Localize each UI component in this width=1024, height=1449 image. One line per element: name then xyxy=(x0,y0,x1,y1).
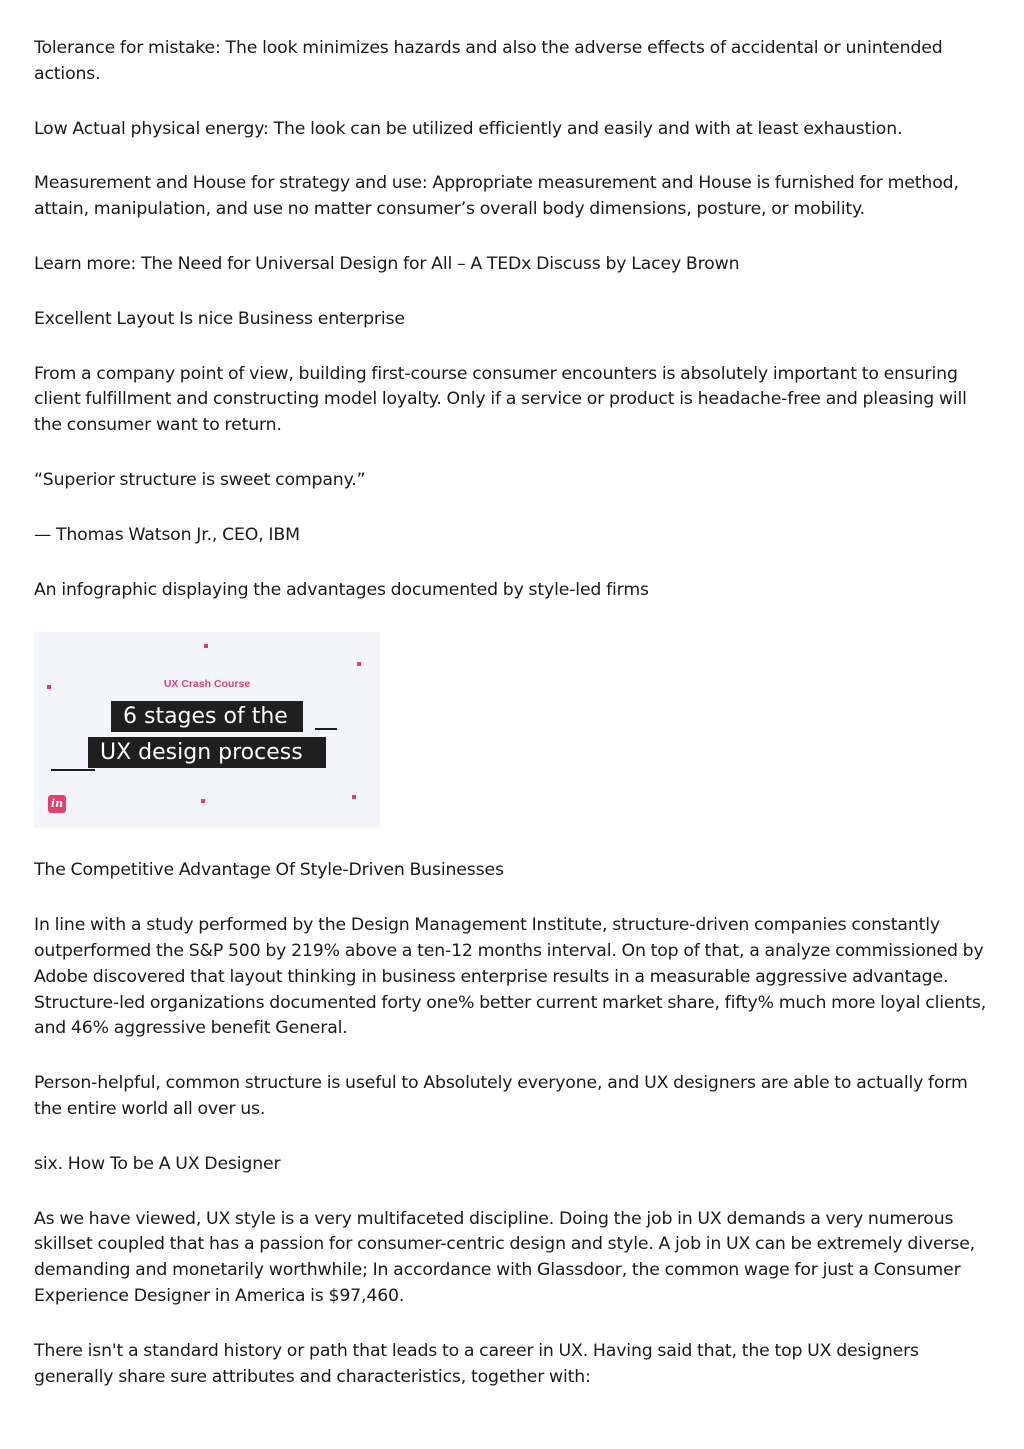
paragraph-company-point-of-view: From a company point of view, building first-course consumer encounters is absolutely important to ensuring client fulfillment and constructing model loyalty. Only if a service or product is headache-free and pleasing will the consumer want to return. xyxy=(34,363,967,436)
image-caption: An infographic displaying the advantages documented by style-led firms xyxy=(34,579,649,600)
decor-dot xyxy=(204,644,208,648)
decor-dot xyxy=(352,795,356,799)
heading-how-to-be-ux-designer: six. How To be A UX Designer xyxy=(34,1153,281,1174)
title-underline-decoration xyxy=(315,728,337,730)
paragraph-person-helpful: Person-helpful, common structure is useful to Absolutely everyone, and UX designers are able to actually form the entire world all over us. xyxy=(34,1073,968,1119)
quote-attribution: — Thomas Watson Jr., CEO, IBM xyxy=(34,524,300,545)
heading-competitive-advantage: The Competitive Advantage Of Style-Driven Businesses xyxy=(34,860,504,881)
document-page xyxy=(34,36,994,1419)
decor-dot xyxy=(357,662,361,666)
paragraph-measurement-and-house: Measurement and House for strategy and use: Appropriate measurement and House is furnished for method, attain, manipulation, and use no matter consumer’s overall body dimensions, posture, or mobility. xyxy=(34,173,959,220)
paragraph-learn-more: Learn more: The Need for Universal Design for All – A TEDx Discuss by Lacey Brown xyxy=(34,253,740,274)
figure-title-line-1: 6 stages of the xyxy=(111,701,303,732)
invision-logo-icon: in xyxy=(48,795,66,813)
quote-text: “Superior structure is sweet company.” xyxy=(34,469,366,490)
paragraph-design-management-study: In line with a study performed by the Design Management Institute, structure-driven companies constantly outperformed the S&P 500 by 219% above a ten-12 months interval. On top of that, a analyze commissioned by Adobe discovered that layout thinking in business enterprise results in a measurable aggressive advantage. Structure-led organizations documented forty one% better current market share, fifty% much more loyal clients, and 46% aggressive benefit General. xyxy=(34,915,987,1039)
paragraph-multifaceted-discipline: As we have viewed, UX style is a very multifaceted discipline. Doing the job in UX demands a very numerous skillset coupled that has a passion for consumer-centric design and style. A job in UX can be extremely diverse, demanding and monetarily worthwhile; In accordance with Glassdoor, the common wage for just a Consumer Experience Designer in America is $97,460. xyxy=(34,1208,976,1306)
figure-kicker: UX Crash Course xyxy=(163,678,251,691)
decor-dot xyxy=(201,799,205,803)
ux-crash-course-image xyxy=(34,632,380,828)
title-underline-decoration xyxy=(51,769,95,771)
heading-excellent-layout: Excellent Layout Is nice Business enterprise xyxy=(34,308,405,329)
paragraph-low-physical-energy: Low Actual physical energy: The look can be utilized efficiently and easily and with at least exhaustion. xyxy=(34,118,903,139)
figure-title-line-2: UX design process xyxy=(88,737,326,768)
paragraph-career-path: There isn't a standard history or path that leads to a career in UX. Having said that, the top UX designers generally share sure attributes and characteristics, together with: xyxy=(34,1340,919,1387)
paragraph-tolerance-for-mistake: Tolerance for mistake: The look minimizes hazards and also the adverse effects of accidental or unintended actions. xyxy=(34,38,943,84)
